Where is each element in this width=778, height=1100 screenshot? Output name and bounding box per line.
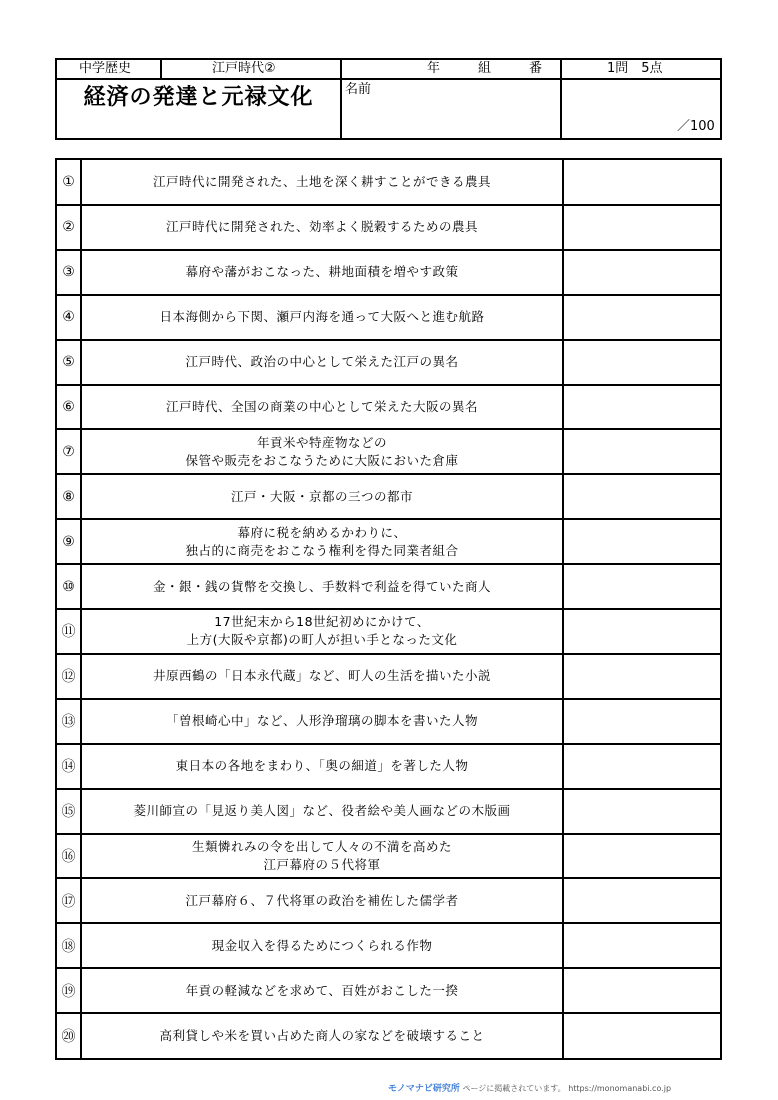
question-text-line: 「曽根崎心中」など、人形浄瑠璃の脚本を書いた人物 — [165, 713, 478, 729]
question-text-line: 年貢の軽減などを求めて、百姓がおこした一揆 — [185, 982, 459, 998]
question-text — [82, 385, 562, 430]
answer-cell[interactable] — [564, 699, 720, 744]
question-text-line: 金・銀・銭の貨幣を交換し、手数料で利益を得ていた商人 — [152, 578, 491, 594]
question-number: ⑦ — [62, 443, 75, 460]
row-divider — [57, 833, 720, 835]
question-text-line: 江戸・大阪・京都の三つの都市 — [230, 488, 413, 504]
question-text — [82, 1013, 562, 1058]
page-title: 経済の発達と元禄文化 — [83, 85, 314, 110]
question-row — [57, 789, 720, 834]
row-divider — [57, 473, 720, 475]
question-text-line: 江戸時代に開発された、効率よく脱穀するための農具 — [165, 219, 478, 235]
question-text — [82, 744, 562, 789]
question-text — [82, 609, 562, 654]
points-label: 1問 5点 — [607, 61, 663, 76]
row-divider — [57, 653, 720, 655]
question-number: ⑩ — [62, 578, 75, 595]
question-number: ⑫ — [61, 669, 76, 686]
answer-cell[interactable] — [564, 519, 720, 564]
question-table — [55, 158, 722, 1060]
question-text — [82, 295, 562, 340]
question-text-line: 日本海側から下関、瀬戸内海を通って大阪へと進む航路 — [159, 309, 485, 325]
question-row — [57, 340, 720, 385]
question-number: ⑮ — [61, 804, 76, 821]
question-text — [82, 519, 562, 564]
question-row — [57, 699, 720, 744]
question-row — [57, 250, 720, 295]
question-text-line: 幕府に税を納めるかわりに、 — [237, 524, 407, 540]
question-text-line: 保管や販売をおこなうために大阪においた倉庫 — [185, 452, 459, 468]
question-text — [82, 834, 562, 879]
answer-cell[interactable] — [564, 744, 720, 789]
unit-label: 江戸時代② — [212, 61, 276, 76]
question-text-line: 独占的に商売をおこなう権利を得た同業者組合 — [185, 542, 459, 558]
row-divider — [57, 698, 720, 700]
answer-cell[interactable] — [564, 923, 720, 968]
question-number: ① — [62, 174, 75, 191]
answer-cell[interactable] — [564, 564, 720, 609]
question-text — [82, 340, 562, 385]
row-divider — [57, 204, 720, 206]
header-divider — [340, 60, 342, 138]
answer-cell[interactable] — [564, 968, 720, 1013]
question-text — [82, 205, 562, 250]
question-text-line: 17世紀末から18世紀初めにかけて、 — [214, 614, 430, 630]
answer-cell[interactable] — [564, 789, 720, 834]
question-text-line: 江戸時代、全国の商業の中心として栄えた大阪の異名 — [165, 398, 478, 414]
question-text-line: 井原西鶴の「日本永代蔵」など、町人の生活を描いた小説 — [152, 668, 491, 684]
question-text — [82, 429, 562, 474]
question-text — [82, 654, 562, 699]
subject-label: 中学歴史 — [79, 61, 132, 76]
answer-cell[interactable] — [564, 654, 720, 699]
question-text — [82, 923, 562, 968]
row-divider — [57, 384, 720, 386]
question-text — [82, 474, 562, 519]
answer-cell[interactable] — [564, 1013, 720, 1058]
answer-cell[interactable] — [564, 429, 720, 474]
answer-cell[interactable] — [564, 385, 720, 430]
question-row — [57, 295, 720, 340]
header-divider — [160, 60, 162, 78]
header-table — [55, 58, 722, 140]
question-text-line: 江戸幕府６、７代将軍の政治を補佐した儒学者 — [185, 892, 459, 908]
question-text-line: 幕府や藩がおこなった、耕地面積を増やす政策 — [185, 264, 459, 280]
question-text — [82, 968, 562, 1013]
row-divider — [57, 249, 720, 251]
row-divider — [57, 428, 720, 430]
footer-text: ページに掲載されています。 https://monomanabi.co.jp — [462, 1084, 672, 1093]
answer-cell[interactable] — [564, 250, 720, 295]
question-text-line: 江戸時代に開発された、土地を深く耕すことができる農具 — [152, 174, 491, 190]
row-divider — [57, 967, 720, 969]
question-text-line: 江戸幕府の５代将軍 — [263, 856, 381, 872]
question-number: ⑧ — [62, 488, 75, 505]
question-row — [57, 205, 720, 250]
question-text-line: 現金収入を得るためにつくられる作物 — [211, 937, 433, 953]
row-divider — [57, 877, 720, 879]
answer-cell[interactable] — [564, 834, 720, 879]
class-info: 年 組 番 — [427, 61, 547, 76]
question-number: ⑨ — [62, 533, 75, 550]
question-number: ⑳ — [61, 1028, 76, 1045]
name-label: 名前 — [345, 82, 372, 97]
question-number: ⑪ — [61, 624, 76, 641]
question-row — [57, 654, 720, 699]
row-divider — [57, 1012, 720, 1014]
question-number: ⑬ — [61, 714, 76, 731]
question-row — [57, 160, 720, 205]
row-divider — [57, 563, 720, 565]
row-divider — [57, 339, 720, 341]
question-row — [57, 564, 720, 609]
footer — [388, 1081, 671, 1094]
question-row — [57, 878, 720, 923]
question-number: ⑥ — [62, 398, 75, 415]
answer-cell[interactable] — [564, 474, 720, 519]
question-number: ② — [62, 219, 75, 236]
question-row — [57, 519, 720, 564]
score-label: ／100 — [677, 119, 715, 134]
question-row — [57, 744, 720, 789]
row-divider — [57, 922, 720, 924]
question-number: ⑰ — [61, 893, 76, 910]
question-row — [57, 474, 720, 519]
answer-cell[interactable] — [564, 878, 720, 923]
row-divider — [57, 294, 720, 296]
question-row — [57, 385, 720, 430]
row-divider — [57, 743, 720, 745]
question-text — [82, 789, 562, 834]
answer-cell[interactable] — [564, 295, 720, 340]
question-number: ⑲ — [61, 983, 76, 1000]
row-divider — [57, 608, 720, 610]
answer-cell[interactable] — [564, 609, 720, 654]
question-text-line: 菱川師宣の「見返り美人図」など、役者絵や美人画などの木版画 — [133, 803, 511, 819]
row-divider — [57, 518, 720, 520]
question-text-line: 東日本の各地をまわり、「奥の細道」を著した人物 — [175, 758, 469, 774]
question-text-line: 上方(大阪や京都)の町人が担い手となった文化 — [186, 632, 458, 648]
question-text-line: 年貢米や特産物などの — [256, 434, 387, 450]
question-text — [82, 160, 562, 205]
question-text-line: 江戸時代、政治の中心として栄えた江戸の異名 — [185, 354, 459, 370]
question-number: ⑯ — [61, 848, 76, 865]
question-text — [82, 250, 562, 295]
header-divider — [560, 60, 562, 138]
question-number: ⑱ — [61, 938, 76, 955]
question-number: ④ — [62, 309, 75, 326]
question-text — [82, 564, 562, 609]
question-row — [57, 1013, 720, 1058]
question-text-line: 生類憐れみの令を出して人々の不満を高めた — [191, 838, 452, 854]
question-text-line: 高利貸しや米を買い占めた商人の家などを破壊すること — [159, 1027, 485, 1043]
answer-cell[interactable] — [564, 160, 720, 205]
question-text — [82, 878, 562, 923]
question-number: ⑭ — [61, 759, 76, 776]
answer-cell[interactable] — [564, 340, 720, 385]
question-text — [82, 699, 562, 744]
footer-brand: モノマナビ研究所 — [388, 1084, 460, 1094]
question-number: ③ — [62, 264, 75, 281]
question-row — [57, 968, 720, 1013]
question-row — [57, 429, 720, 474]
row-divider — [57, 788, 720, 790]
answer-cell[interactable] — [564, 205, 720, 250]
question-row — [57, 834, 720, 879]
question-number: ⑤ — [62, 354, 75, 371]
question-row — [57, 609, 720, 654]
question-row — [57, 923, 720, 968]
